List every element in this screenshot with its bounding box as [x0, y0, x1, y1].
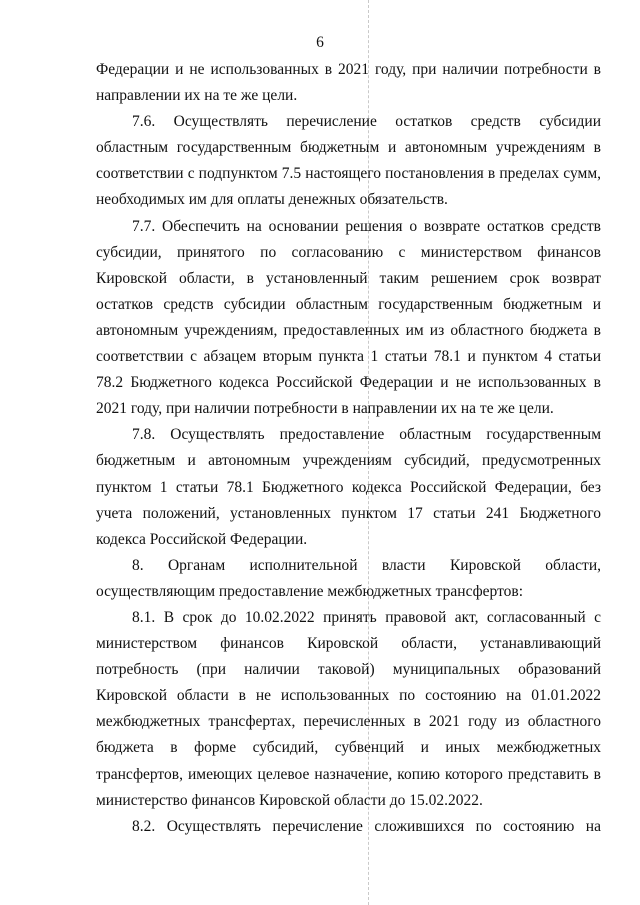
- paragraph-8-1: 8.1. В срок до 10.02.2022 принять правовой акт, согласованный с министерством финансов Кировской области, устанавливающий потребность (при наличии таковой) муниципальных образований Кировской области в не использованных по состоянию на 01.01.2022 межбюджетных трансфертах, перечисленных в 2021 году из областного бюджета в форме субсидий, субвенций и иных межбюджетных трансфертов, имеющих целевое назначение, копию которого представить в министерство финансов Кировской области до 15.02.2022.: [96, 608, 601, 809]
- paragraph-8-2: 8.2. Осуществлять перечисление сложившихся по состоянию на: [132, 817, 601, 835]
- paragraph-7-8: 7.8. Осуществлять предоставление областным государственным бюджетным и автономным учреждениям субсидий, предусмотренных пунктом 1 статьи 78.1 Бюджетного кодекса Российской Федерации, без учета положений, установленных пунктом 17 статьи 241 Бюджетного кодекса Российской Федерации.: [96, 426, 601, 548]
- paragraph-7-6: 7.6. Осуществлять перечисление остатков средств субсидии областным государственным бюджетным и автономным учреждениям в соответствии с подпунктом 7.5 настоящего постановления в пределах сумм, необходимых им для оплаты денежных обязательств.: [96, 113, 601, 209]
- paragraph-8: 8. Органам исполнительной власти Кировской области, осуществляющим предоставление межбюджетных трансфертов:: [96, 556, 601, 600]
- paragraph-7-7: 7.7. Обеспечить на основании решения о возврате остатков средств субсидии, принятого по согласованию с министерством финансов Кировской области, в установленный таким решением срок возврат остатков средств субсидии областным государственным бюджетным и автономным учреждениям, предоставленных им из областного бюджета в соответствии с абзацем вторым пункта 1 статьи 78.1 и пунктом 4 статьи 78.2 Бюджетного кодекса Российской Федерации и не использованных в 2021 году, при наличии потребности в направлении их на те же цели.: [96, 217, 601, 418]
- document-body: [96, 57, 601, 840]
- page-number: 6: [316, 34, 324, 51]
- paragraph-continuation: Федерации и не использованных в 2021 году, при наличии потребности в направлении их на те же цели.: [96, 61, 601, 105]
